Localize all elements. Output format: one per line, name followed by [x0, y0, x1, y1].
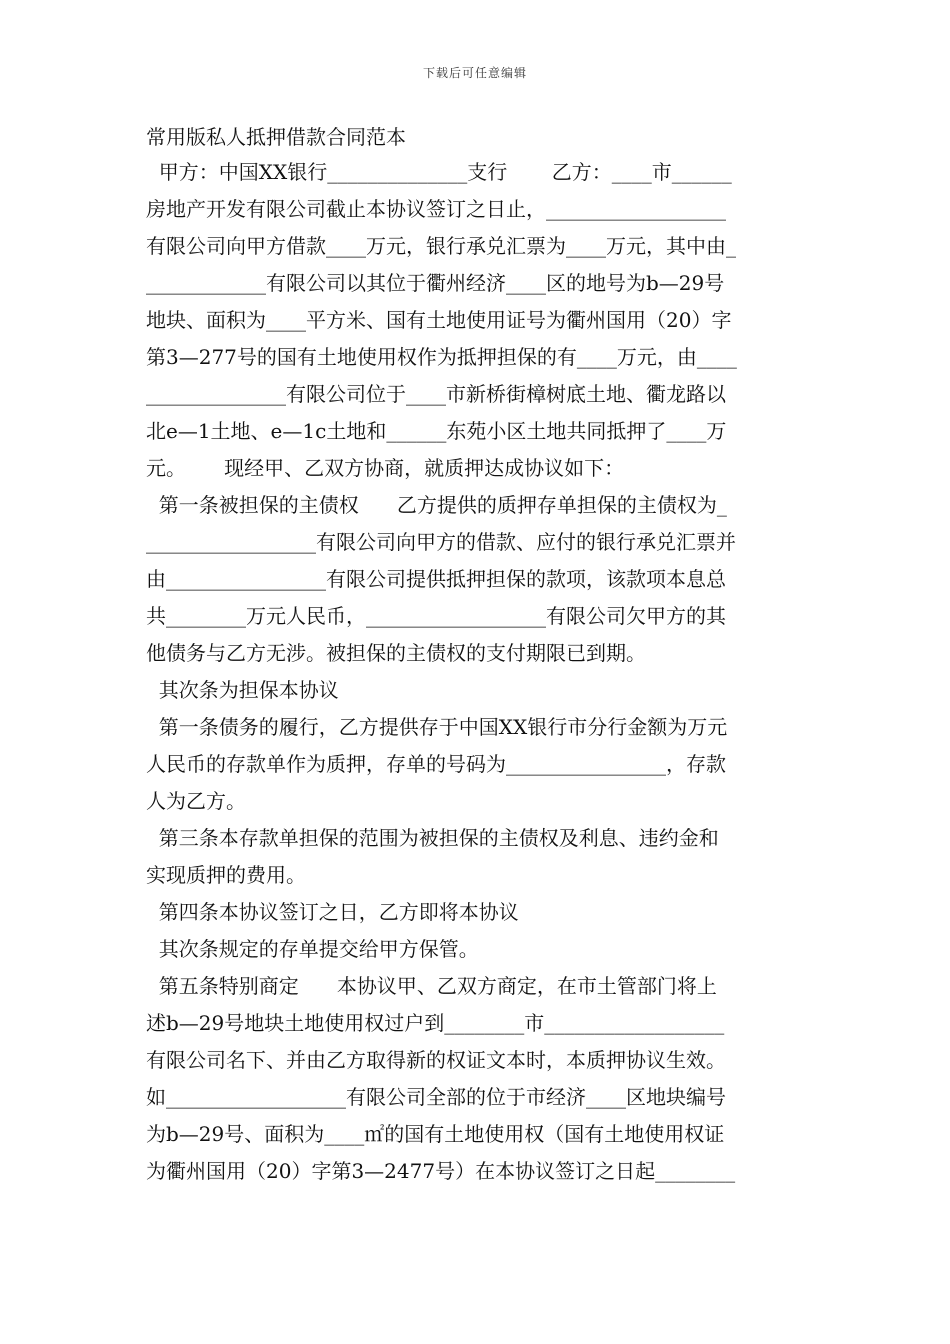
document-line: 有限公司名下、并由乙方取得新的权证文本时，本质押协议生效。 — [146, 1048, 726, 1072]
document-line: ____________有限公司以其位于衢州经济____区的地号为b—29号 — [146, 271, 725, 295]
document-line: _________________有限公司向甲方的借款、应付的银行承兑汇票并 — [146, 530, 736, 554]
document-line: 实现质押的费用。 — [146, 863, 306, 887]
document-line: 第一条债务的履行，乙方提供存于中国XX银行市分行金额为万元 — [146, 715, 728, 739]
document-line: 有限公司向甲方借款____万元，银行承兑汇票为____万元，其中由_ — [146, 234, 736, 258]
document-line: 第四条本协议签订之日，乙方即将本协议 — [146, 900, 519, 924]
document-line: 甲方：中国XX银行______________支行 乙方：____市______ — [146, 160, 732, 184]
document-line: 共________万元人民币，__________________有限公司欠甲方的其 — [146, 604, 726, 628]
document-line: ______________有限公司位于____市新桥街樟树底土地、衢龙路以 — [146, 382, 726, 406]
document-line: 地块、面积为____平方米、国有土地使用证号为衢州国用（20）字 — [146, 308, 732, 332]
document-line: 人民币的存款单作为质押，存单的号码为________________，存款 — [146, 752, 726, 776]
document-line: 北e—1土地、e—1c土地和______东苑小区土地共同抵押了____万 — [146, 419, 727, 443]
document-line: 第三条本存款单担保的范围为被担保的主债权及利息、违约金和 — [146, 826, 719, 850]
document-line: 房地产开发有限公司截止本协议签订之日止，__________________ — [146, 197, 726, 221]
document-line: 述b—29号地块土地使用权过户到________市__________________ — [146, 1011, 725, 1035]
document-line: 如__________________有限公司全部的位于市经济____区地块编号 — [146, 1085, 726, 1109]
document-line: 元。 现经甲、乙双方协商，就质押达成协议如下： — [146, 456, 625, 480]
document-body — [146, 120, 806, 1190]
page-header-note: 下载后可任意编辑 — [422, 66, 527, 80]
document-line: 第3—277号的国有土地使用权作为抵押担保的有____万元，由____ — [146, 345, 737, 369]
document-line: 其次条规定的存单提交给甲方保管。 — [146, 937, 479, 961]
document-line: 第一条被担保的主债权 乙方提供的质押存单担保的主债权为_ — [146, 493, 727, 517]
document-line: 第五条特别商定 本协议甲、乙双方商定，在市土管部门将上 — [146, 974, 717, 998]
document-lines — [146, 154, 806, 1190]
document-line: 为衢州国用（20）字第3—2477号）在本协议签订之日起________ — [146, 1159, 736, 1183]
document-line: 由________________有限公司提供抵押担保的款项，该款项本息总 — [146, 567, 726, 591]
document-title: 常用版私人抵押借款合同范本 — [146, 125, 406, 149]
document-line: 为b—29号、面积为____㎡的国有土地使用权（国有土地使用权证 — [146, 1122, 725, 1146]
document-line: 人为乙方。 — [146, 789, 246, 813]
document-line: 他债务与乙方无涉。被担保的主债权的支付期限已到期。 — [146, 641, 646, 665]
document-line: 其次条为担保本协议 — [146, 678, 339, 702]
